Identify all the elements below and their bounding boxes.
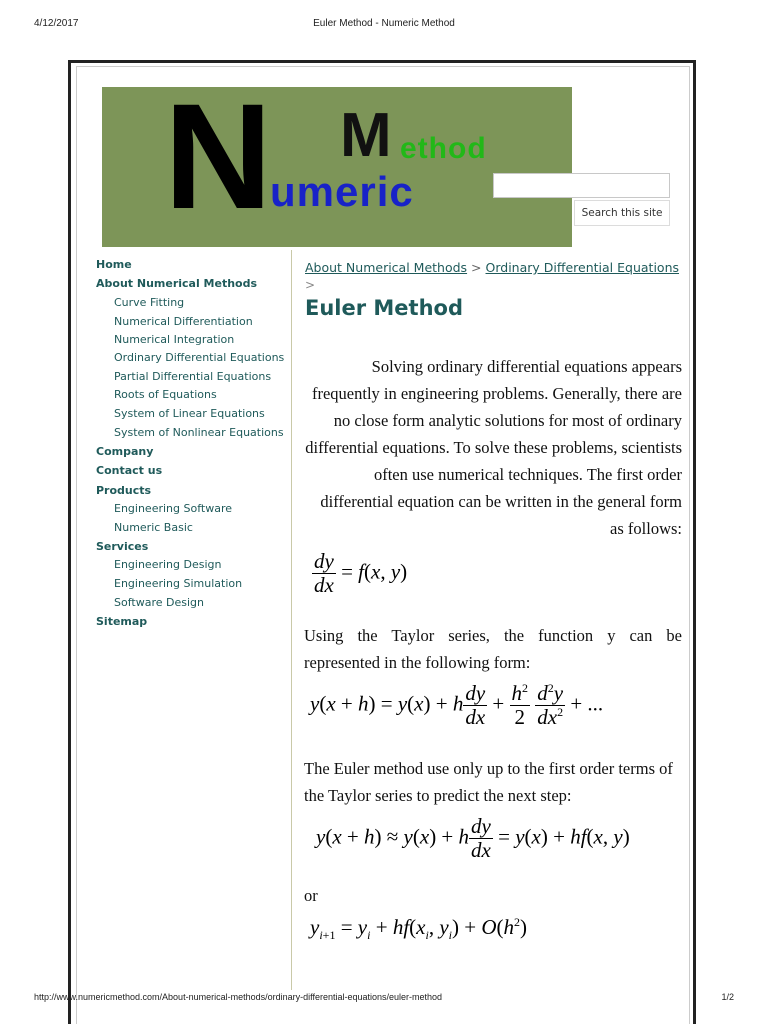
nav-item-numeric-basic[interactable]: Numeric Basic bbox=[114, 521, 193, 534]
logo-letter-n: N bbox=[164, 87, 267, 240]
nav-item-products[interactable]: Products bbox=[96, 484, 152, 497]
taylor-intro-paragraph: Using the Taylor series, the function y can be represented in the following form: bbox=[304, 626, 682, 672]
nav-item-services[interactable]: Services bbox=[96, 540, 149, 553]
nav-item-contact-us[interactable]: Contact us bbox=[96, 464, 163, 477]
nav-item-roots-of-equations[interactable]: Roots of Equations bbox=[114, 388, 217, 401]
nav-item-system-of-nonlinear-equations[interactable]: System of Nonlinear Equations bbox=[114, 426, 284, 439]
print-date: 4/12/2017 bbox=[34, 18, 79, 29]
nav-item-system-of-linear-equations[interactable]: System of Linear Equations bbox=[114, 407, 265, 420]
nav-item-software-design[interactable]: Software Design bbox=[114, 596, 204, 609]
nav-item-engineering-software[interactable]: Engineering Software bbox=[114, 502, 232, 515]
search-input[interactable] bbox=[493, 173, 670, 198]
breadcrumb-tail: > bbox=[305, 278, 316, 292]
nav-item-about-numerical-methods[interactable]: About Numerical Methods bbox=[96, 277, 258, 290]
logo-letter-m: M bbox=[340, 101, 392, 170]
equation-ode-general-form: $\frac{dy}{dx}$ = f(x, y) bbox=[314, 549, 408, 598]
nav-item-numerical-integration[interactable]: Numerical Integration bbox=[114, 333, 235, 346]
sidebar-divider bbox=[291, 250, 292, 990]
nav-item-sitemap[interactable]: Sitemap bbox=[96, 615, 148, 628]
site-logo-banner[interactable] bbox=[102, 87, 572, 247]
breadcrumb-ordinary-differential-equations[interactable]: Ordinary Differential Equations bbox=[485, 260, 680, 275]
or-text: or bbox=[304, 886, 318, 905]
breadcrumb bbox=[305, 260, 679, 275]
equation-euler-iteration: $y_{i+1} = y_i + hf(x_i$, $y_i) + O(h^2)$ bbox=[310, 915, 528, 943]
nav-item-home[interactable]: Home bbox=[96, 258, 132, 271]
nav-item-numerical-differentiation[interactable]: Numerical Differentiation bbox=[114, 315, 253, 328]
nav-item-curve-fitting[interactable]: Curve Fitting bbox=[114, 296, 185, 309]
breadcrumb-separator: > bbox=[471, 260, 482, 275]
breadcrumb-about-numerical-methods[interactable]: About Numerical Methods bbox=[305, 260, 468, 275]
nav-item-engineering-simulation[interactable]: Engineering Simulation bbox=[114, 577, 243, 590]
page-title: Euler Method bbox=[305, 296, 463, 320]
logo-numeric-text: umeric bbox=[270, 168, 414, 215]
print-title: Euler Method - Numeric Method bbox=[313, 18, 455, 29]
print-url: http://www.numericmethod.com/About-numerical-methods/ordinary-differential-equations/euler-method bbox=[34, 992, 443, 1002]
logo-method-text: ethod bbox=[400, 132, 487, 165]
equation-taylor-series: y(x + h) = y(x) + h $\frac{dy}{dx}$ + $\frac{h^2}{2}$ $\frac{d^2y}{dx^2}$ + ... bbox=[310, 681, 604, 730]
nav-item-ordinary-differential-equations[interactable]: Ordinary Differential Equations bbox=[114, 351, 285, 364]
print-page-number: 1/2 bbox=[721, 992, 734, 1002]
nav-item-company[interactable]: Company bbox=[96, 445, 154, 458]
euler-intro-paragraph: The Euler method use only up to the first order terms of the Taylor series to predict the next step: bbox=[304, 759, 673, 805]
nav-item-engineering-design[interactable]: Engineering Design bbox=[114, 558, 222, 571]
nav-item-partial-differential-equations[interactable]: Partial Differential Equations bbox=[114, 370, 272, 383]
intro-paragraph: Solving ordinary differential equations appears frequently in engineering problems. Generally, there are no close form analytic solutions for most of ordinary differential equations. To solve these problems, scientists often use numerical techniques. The first order differential equation can be written in the general form as follows: bbox=[305, 357, 682, 538]
equation-euler-step: y(x + h) ≈ y(x) + h $\frac{dy}{dx}$ = y(x) + hf(x, y) bbox=[316, 814, 630, 863]
search-button[interactable]: Search this site bbox=[574, 200, 670, 226]
